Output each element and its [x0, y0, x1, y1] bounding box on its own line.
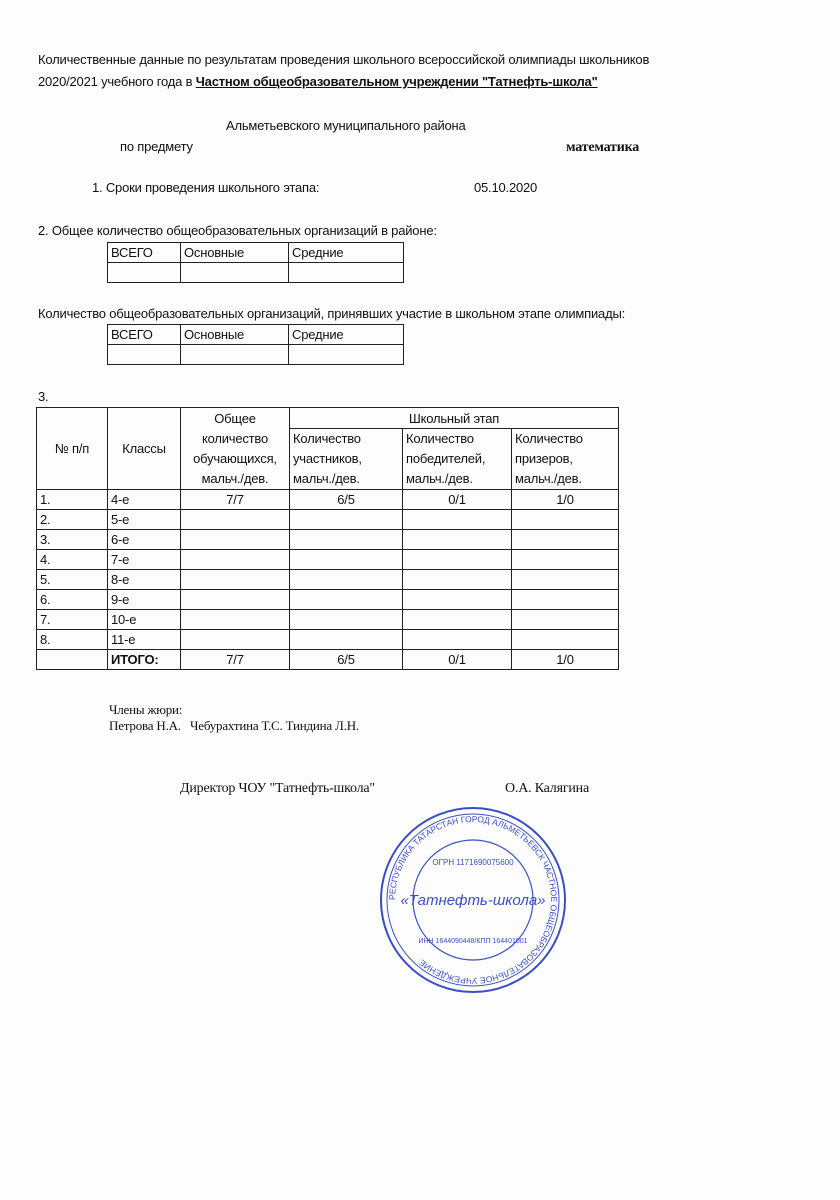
header-school-stage: Школьный этап — [290, 408, 619, 429]
cell-prize — [512, 590, 619, 610]
total-winners: 0/1 — [403, 650, 512, 670]
cell-winners — [403, 630, 512, 650]
section2-label: 2. Общее количество общеобразовательных организаций в районе: — [38, 223, 437, 238]
cell-total — [181, 530, 290, 550]
cell-participants — [290, 630, 403, 650]
col-secondary: Средние — [289, 243, 404, 263]
cell-prize — [512, 630, 619, 650]
section1-label: 1. Сроки проведения школьного этапа: — [92, 180, 320, 195]
cell — [108, 345, 181, 365]
jury-label: Члены жюри: — [109, 702, 183, 717]
organizations-table — [107, 242, 404, 283]
cell-total — [181, 550, 290, 570]
official-stamp — [378, 805, 568, 995]
cell — [289, 263, 404, 283]
cell — [289, 345, 404, 365]
cell-total — [181, 510, 290, 530]
cell-cls: 5-е — [108, 510, 181, 530]
cell-cls: 11-е — [108, 630, 181, 650]
cell-total — [181, 630, 290, 650]
cell-cls: 9-е — [108, 590, 181, 610]
col-total: ВСЕГО — [108, 243, 181, 263]
cell-prize: 1/0 — [512, 490, 619, 510]
cell-cls: 8-е — [108, 570, 181, 590]
jury-members: Петрова Н.А. Чебурахтина Т.С. Тиндина Л.Н. — [109, 718, 359, 733]
total-label: ИТОГО: — [108, 650, 181, 670]
cell-winners — [403, 590, 512, 610]
cell-num: 6. — [37, 590, 108, 610]
cell-prize — [512, 530, 619, 550]
cell — [181, 263, 289, 283]
table-row — [37, 590, 619, 610]
cell-participants: 6/5 — [290, 490, 403, 510]
participating-label: Количество общеобразовательных организаций, принявших участие в школьном этапе олимпиады: — [38, 306, 626, 321]
cell-total: 7/7 — [181, 490, 290, 510]
cell-participants — [290, 550, 403, 570]
cell-winners — [403, 610, 512, 630]
table-row — [37, 490, 619, 510]
cell-prize — [512, 510, 619, 530]
cell-prize — [512, 610, 619, 630]
table-row — [37, 610, 619, 630]
cell-winners — [403, 550, 512, 570]
cell-total — [181, 610, 290, 630]
cell-cls: 7-е — [108, 550, 181, 570]
total-students: 7/7 — [181, 650, 290, 670]
cell-total — [181, 570, 290, 590]
table-row — [37, 630, 619, 650]
cell-participants — [290, 610, 403, 630]
cell-participants — [290, 530, 403, 550]
col-total: ВСЕГО — [108, 325, 181, 345]
cell-num: 5. — [37, 570, 108, 590]
institution-name: Частном общеобразовательном учреждении "Татнефть-школа" — [195, 74, 598, 89]
participating-organizations-table — [107, 324, 404, 365]
cell — [37, 650, 108, 670]
header-line2-prefix: 2020/2021 учебного года в — [38, 74, 196, 89]
col-secondary: Средние — [289, 325, 404, 345]
cell-winners — [403, 570, 512, 590]
cell-winners — [403, 510, 512, 530]
cell-num: 1. — [37, 490, 108, 510]
header-line2 — [38, 74, 598, 89]
header-prizewinners: Количество призеров, мальч./дев. — [512, 429, 619, 490]
cell-winners: 0/1 — [403, 490, 512, 510]
stamp-center: «Татнефть-школа» — [400, 892, 546, 909]
cell-num: 4. — [37, 550, 108, 570]
subject-label: по предмету — [120, 139, 193, 154]
cell-prize — [512, 550, 619, 570]
header-total: Общее количество обучающихся, мальч./дев. — [181, 408, 290, 490]
stamp-ogrn: ОГРН 1171690075600 — [432, 858, 514, 867]
cell-num: 7. — [37, 610, 108, 630]
stage-date: 05.10.2020 — [474, 180, 538, 195]
cell-participants — [290, 510, 403, 530]
cell-cls: 10-е — [108, 610, 181, 630]
table-row — [37, 570, 619, 590]
cell-prize — [512, 570, 619, 590]
header-line1: Количественные данные по результатам проведения школьного всероссийской олимпиады школьников — [38, 52, 650, 67]
cell-num: 8. — [37, 630, 108, 650]
col-basic: Основные — [181, 243, 289, 263]
director-label: Директор ЧОУ "Татнефть-школа" — [180, 781, 375, 796]
table-row — [37, 530, 619, 550]
cell-participants — [290, 570, 403, 590]
col-basic: Основные — [181, 325, 289, 345]
results-table — [36, 407, 619, 670]
section3-label: 3. — [38, 389, 49, 404]
cell-cls: 6-е — [108, 530, 181, 550]
subject: математика — [566, 140, 640, 155]
cell — [181, 345, 289, 365]
stamp-inn: ИНН 1644090448/КПП 164401001 — [418, 938, 528, 945]
cell-num: 3. — [37, 530, 108, 550]
cell-total — [181, 590, 290, 610]
cell — [108, 263, 181, 283]
director-name: О.А. Калягина — [505, 781, 589, 796]
cell-participants — [290, 590, 403, 610]
total-prizewinners: 1/0 — [512, 650, 619, 670]
cell-num: 2. — [37, 510, 108, 530]
header-winners: Количество победителей, мальч./дев. — [403, 429, 512, 490]
cell-cls: 4-е — [108, 490, 181, 510]
header-num: № п/п — [37, 408, 108, 490]
header-participants: Количество участников, мальч./дев. — [290, 429, 403, 490]
table-row — [37, 510, 619, 530]
header-classes: Классы — [108, 408, 181, 490]
total-participants: 6/5 — [290, 650, 403, 670]
table-row — [37, 550, 619, 570]
cell-winners — [403, 530, 512, 550]
stamp-ring-text: РЕСПУБЛИКА ТАТАРСТАН ГОРОД АЛЬМЕТЬЕВСК ЧАСТНОЕ ОБЩЕОБРАЗОВАТЕЛЬНОЕ УЧРЕЖДЕНИЕ — [386, 813, 560, 987]
district: Альметьевского муниципального района — [226, 118, 466, 133]
